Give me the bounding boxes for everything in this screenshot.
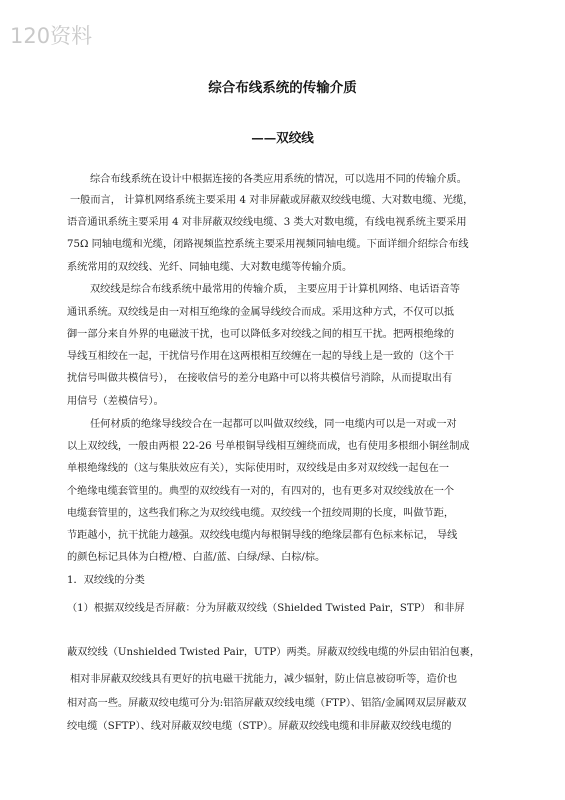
paragraph-line: 语音通讯系统主要采用 4 对非屏蔽双绞线电缆、3 类大对数电缆，有线电视系统主要采用 xyxy=(67,217,467,228)
paragraph-line: 节距越小，抗干扰能力越强。双绞线电缆内每根铜导线的绝缘层都有色标来标记， 导线 xyxy=(67,530,458,541)
paragraph-line: 系统常用的双绞线、光纤、同轴电缆、大对数电缆等传输介质。 xyxy=(67,262,353,273)
document-title: 综合布线系统的传输介质 xyxy=(208,80,357,96)
paragraph-line: 75Ω 同轴电缆和光缆，闭路视频监控系统主要采用视频同轴电缆。下面详细介绍综合布线 xyxy=(67,239,469,250)
paragraph-line: 扰信号叫做共模信号）， 在接收信号的差分电路中可以将共模信号消除，从而提取出有 xyxy=(67,373,453,384)
paragraph-line: 蔽双绞线（Unshielded Twisted Pair，UTP）两类。屏蔽双绞线电缆的外层由铝泊包裹， xyxy=(67,647,481,658)
paragraph-line: 综合布线系统在设计中根据连接的各类应用系统的情况，可以选用不同的传输介质。 xyxy=(90,174,467,185)
paragraph-line: 电缆套管里的，这些我们称之为双绞线电缆。双绞线一个扭绞周期的长度，叫做节距， xyxy=(67,508,455,519)
paragraph-line: 个绝缘电缆套管里的。典型的双绞线有一对的，有四对的，也有更多对双绞线放在一个 xyxy=(67,486,455,497)
section-heading: 1．双绞线的分类 xyxy=(67,575,145,586)
paragraph-line: 用信号（差模信号）。 xyxy=(67,396,164,407)
paragraph-line: 导线互相绞在一起，干扰信号作用在这两根相互绞缠在一起的导线上是一致的（这个干 xyxy=(67,351,455,362)
paragraph-line: 一般而言， 计算机网络系统主要采用 4 对非屏蔽或屏蔽双绞线电缆、大对数电缆、光缆， xyxy=(70,195,474,206)
paragraph-line: 相对非屏蔽双绞线具有更好的抗电磁干扰能力，减少辐射，防止信息被窃听等，造价也 xyxy=(70,674,458,685)
paragraph-line: 的颜色标记具体为白橙/橙、白蓝/蓝、白绿/绿、白棕/棕。 xyxy=(67,552,326,563)
paragraph-line: 相对高一些。屏蔽双绞电缆可分为:铝箔屏蔽双绞线电缆（FTP）、铝箔/金属网双层屏蔽双 xyxy=(67,698,467,709)
paragraph-line: 通讯系统。双绞线是由一对相互绝缘的金属导线绞合而成。采用这种方式，不仅可以抵 xyxy=(67,307,455,318)
paragraph-line: （1）根据双绞线是否屏蔽：分为屏蔽双绞线（Shielded Twisted Pair，STP） 和非屏 xyxy=(67,603,465,614)
paragraph-line: 单根绝缘线的（这与集肤效应有关），实际使用时，双绞线是由多对双绞线一起包在一 xyxy=(67,463,450,474)
paragraph-line: 以上双绞线，一般由两根 22-26 号单根铜导线相互缠绕而成，也有使用多根细小铜丝制成 xyxy=(67,441,470,452)
watermark-logo-text: 120资料 xyxy=(10,24,93,48)
paragraph-line: 双绞线是综合布线系统中最常用的传输介质， 主要应用于计算机网络、电话语音等 xyxy=(90,284,460,295)
paragraph-line: 绞电缆（SFTP）、线对屏蔽双绞电缆（STP）。屏蔽双绞线电缆和非屏蔽双绞线电缆的 xyxy=(67,721,452,732)
document-subtitle: ——双绞线 xyxy=(251,130,314,145)
paragraph-line: 御一部分来自外界的电磁波干扰，也可以降低多对绞线之间的相互干扰。把两根绝缘的 xyxy=(67,329,455,340)
paragraph-line: 任何材质的绝缘导线绞合在一起都可以叫做双绞线，同一电缆内可以是一对或一对 xyxy=(90,419,457,430)
